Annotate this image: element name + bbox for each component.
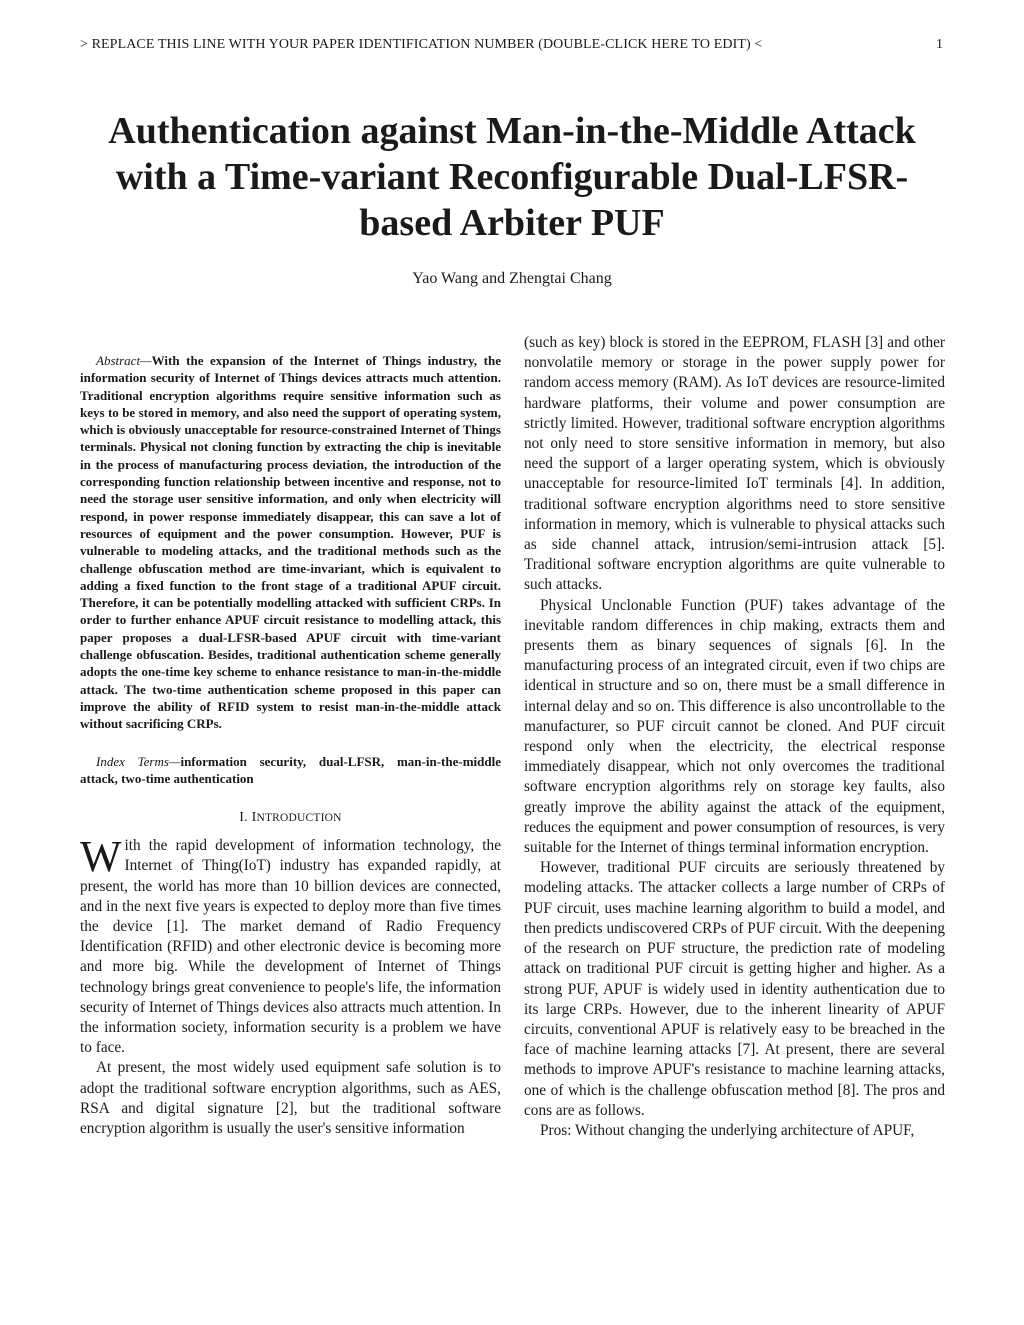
abstract — [80, 352, 501, 733]
running-head: > REPLACE THIS LINE WITH YOUR PAPER IDENTIFICATION NUMBER (DOUBLE-CLICK HERE TO EDIT) < — [80, 37, 763, 52]
intro-paragraph-6: Pros: Without changing the underlying architecture of APUF, — [540, 1121, 915, 1139]
intro-paragraph-3: (such as key) block is stored in the EEPROM, FLASH [3] and other nonvolatile memory or storage in the power supply power for random access memory (RAM). As IoT devices are resource-limited hardware platforms, their volume and power consumption are strictly limited. However, traditional software encryption algorithms not only need to store sensitive information in memory, but also need the support of a larger operating system, which is obviously unacceptable for resource-limited IoT terminals [4]. In addition, traditional software encryption algorithms need to store sensitive information in memory, which is vulnerable to physical attacks such as side channel attack, intrusion/semi-intrusion attack [5]. Traditional software encryption algorithms are quite vulnerable to such attacks. — [524, 334, 945, 594]
intro-paragraph-5: However, traditional PUF circuits are seriously threatened by modeling attacks. The attacker collects a large number of CRPs of PUF circuit, uses machine learning algorithm to build a model, and then predicts undiscovered CRPs of PUF circuit. With the deepening of the research on PUF structure, the prediction rate of modeling attack on traditional PUF circuit is getting higher and higher. As a strong PUF, APUF is widely used in identity authentication due to its large CRPs. However, due to the inherent linearity of APUF circuits, conventional APUF is relatively easy to be breached in the face of machine learning attacks [7]. At present, there are several methods to improve APUF's resistance to machine learning attacks, one of which is the challenge obfuscation method [8]. The pros and cons are as follows. — [524, 859, 945, 1119]
paper-title: Authentication against Man-in-the-Middle Attack with a Time-variant Reconfigurable Dual-LFSR-based Arbiter PUF — [108, 110, 916, 244]
section-heading-introduction: I. INTRODUCTION — [239, 810, 342, 826]
drop-cap: W — [80, 832, 122, 882]
index-terms-text: information security, dual-LFSR, man-in-the-middle attack, two-time authentication — [80, 753, 501, 786]
intro-paragraph-4: Physical Unclonable Function (PUF) takes advantage of the inevitable random differences in chip making, extracts them and presents them as binary sequences of signals [6]. In the manufacturing process of an integrated circuit, even if two chips are identical in structure and so on, there must be a small difference in internal delay and so on. This difference is also uncontrollable to the manufacturer, so PUF circuit cannot be cloned. And PUF circuit respond only when the electricity, the electrical response immediately disappear, which not only overcomes the traditional software encryption algorithms rely on storage key faults, also greatly improve the ability against the attack of the equipment, reduces the equipment and power consumption of resources, is very suitable for the Internet of things terminal information encryption. — [524, 596, 945, 857]
index-terms — [80, 753, 501, 788]
authors: Yao Wang and Zhengtai Chang — [412, 270, 612, 287]
right-column — [524, 333, 945, 1141]
intro-paragraph-1: With the rapid development of information technology, the Internet of Thing(IoT) industry has expanded rapidly, at present, the world has more than 10 billion devices are connected, and in the next five years is expected to deploy more than five times the device [1]. The market demand of Radio Frequency Identification (RFID) and other electronic device is becoming more and more big. While the development of Internet of Things technology brings great convenience to people's life, the information security of Internet of Things devices also attracts much attention. In the information society, information security is a problem we have to face. — [80, 832, 501, 1057]
abstract-text: With the expansion of the Internet of Things industry, the information security of Internet of Things devices attracts much attention. Traditional encryption algorithms require sensitive information such as keys to be stored in memory, and also need the support of operating system, which is obviously unacceptable for resource-constrained Internet of Things terminals. Physical not cloning function by extracting the chip is inevitable in the process of manufacturing process deviation, the introduction of the corresponding function relationship between incentive and response, not to need the storage user sensitive information, and only when electricity will respond, in power response immediately disappear, this can save a lot of resources of equipment and the power consumption. However, PUF is vulnerable to modeling attacks, and the traditional methods such as the challenge obfuscation method are time-invariant, which is equivalent to adding a fixed function to the front stage of a traditional APUF circuit. Therefore, it can be potentially modelling attacked with sufficient CRPs. In order to further enhance APUF circuit resistance to modelling attack, this paper proposes a dual-LFSR-based APUF circuit with time-variant challenge obfuscation. Besides, traditional authentication scheme generally adopts the one-time key scheme to enhance resistance to man-in-the-middle attack. The two-time authentication scheme proposed in this paper can improve the ability of RFID system to resist man-in-the-middle attack without sacrificing CRPs. — [80, 353, 501, 732]
left-column — [80, 352, 501, 1139]
abstract-label: Abstract— — [96, 353, 152, 368]
index-terms-label: Index Terms— — [96, 753, 181, 769]
page-number: 1 — [936, 37, 943, 52]
intro-paragraph-2: At present, the most widely used equipment safe solution is to adopt the traditional software encryption algorithms, such as AES, RSA and digital signature [2], but the traditional software encryption algorithm is usually the user's sensitive information — [80, 1059, 501, 1137]
